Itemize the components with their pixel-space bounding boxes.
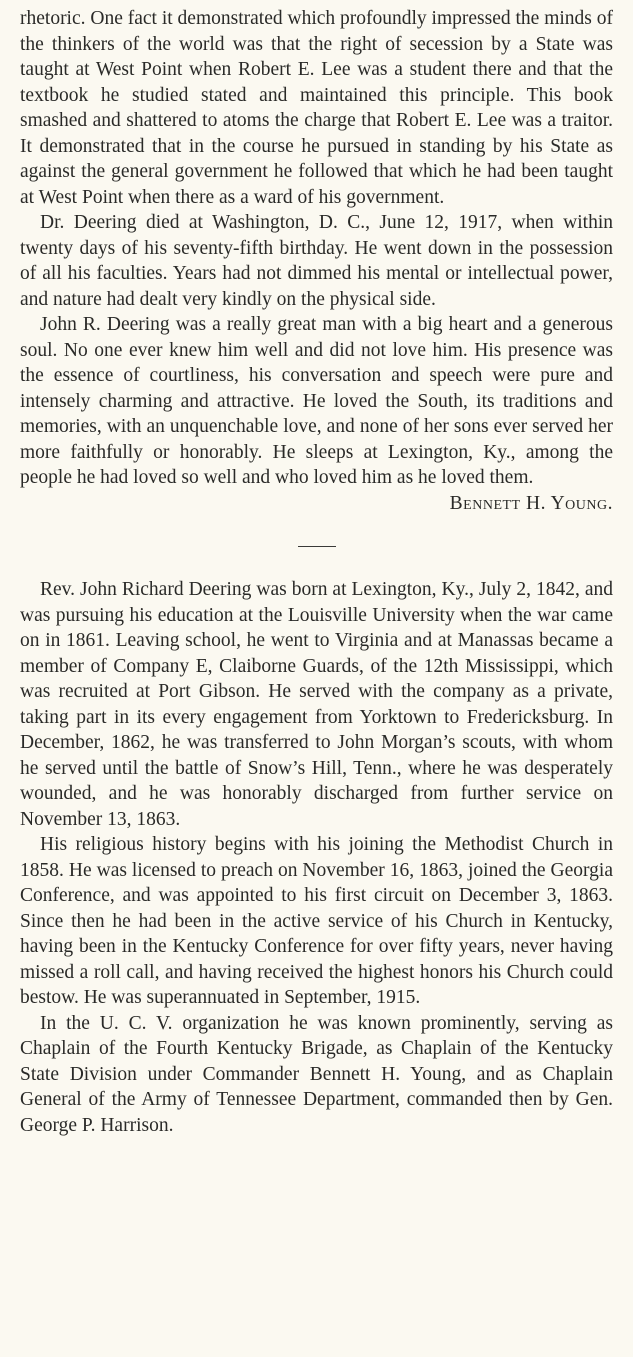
- paragraph-tribute: [20, 312, 613, 516]
- document-page: [20, 6, 613, 1138]
- paragraph-ucv-organization: In the U. C. V. organization he was known prominently, serving as Chaplain of the Fourth Kentucky Brigade, as Chaplain of the Kentucky State Division under Commander Bennett H. Young, and as Chaplain General of the Army of Tennessee Department, commanded then by Gen. George P. Harrison.: [20, 1012, 613, 1136]
- paragraph-death: Dr. Deering died at Washington, D. C., June 12, 1917, when within twenty days of his seventy-fifth birthday. He went down in the possession of all his faculties. Years had not dimmed his mental or intellectual power, and nature had dealt very kindly on the physical side.: [20, 212, 613, 310]
- paragraph-rhetoric: rhetoric. One fact it demonstrated which profoundly impressed the minds of the thinkers of the world was that the right of secession by a State was taught at West Point when Robert E. Lee was a student there and that the textbook he studied stated and maintained this principle. This book smashed and shattered to atoms the charge that Robert E. Lee was a traitor. It demonstrated that in the course he pursued in standing by his State as against the general government he followed that which he had been taught at West Point when there as a ward of his government.: [20, 8, 613, 208]
- author-signature: Bennett H. Young.: [449, 492, 613, 514]
- section-divider: [298, 546, 336, 547]
- paragraph-religious-history: His religious history begins with his joining the Methodist Church in 1858. He was licensed to preach on November 16, 1863, joined the Georgia Conference, and was appointed to his first circuit on December 3, 1863. Since then he had been in the active service of his Church in Kentucky, having been in the Kentucky Conference for over fifty years, never having missed a roll call, and having received the highest honors his Church could bestow. He was superannuated in September, 1915.: [20, 834, 613, 1008]
- tribute-text: John R. Deering was a really great man with a big heart and a generous soul. No one ever knew him well and did not love him. His presence was the essence of courtliness, his conversation and speech were pure and intensely charming and attractive. He loved the South, its traditions and memories, with an unquenchable love, and none of her sons ever served her more faithfully or honorably. He sleeps at Lexington, Ky., among the people he had loved so well and who loved him as he loved them.: [20, 314, 613, 488]
- paragraph-biography: Rev. John Richard Deering was born at Lexington, Ky., July 2, 1842, and was pursuing his education at the Louisville University when the war came on in 1861. Leaving school, he went to Virginia and at Manassas became a member of Company E, Claiborne Guards, of the 12th Mississippi, which was recruited at Port Gibson. He served with the company as a private, taking part in its every engagement from Yorktown to Fredericksburg. In December, 1862, he was transferred to John Morgan’s scouts, with whom he served until the battle of Snow’s Hill, Tenn., where he was desperately wounded, and he was honorably discharged from further service on November 13, 1863.: [20, 579, 613, 830]
